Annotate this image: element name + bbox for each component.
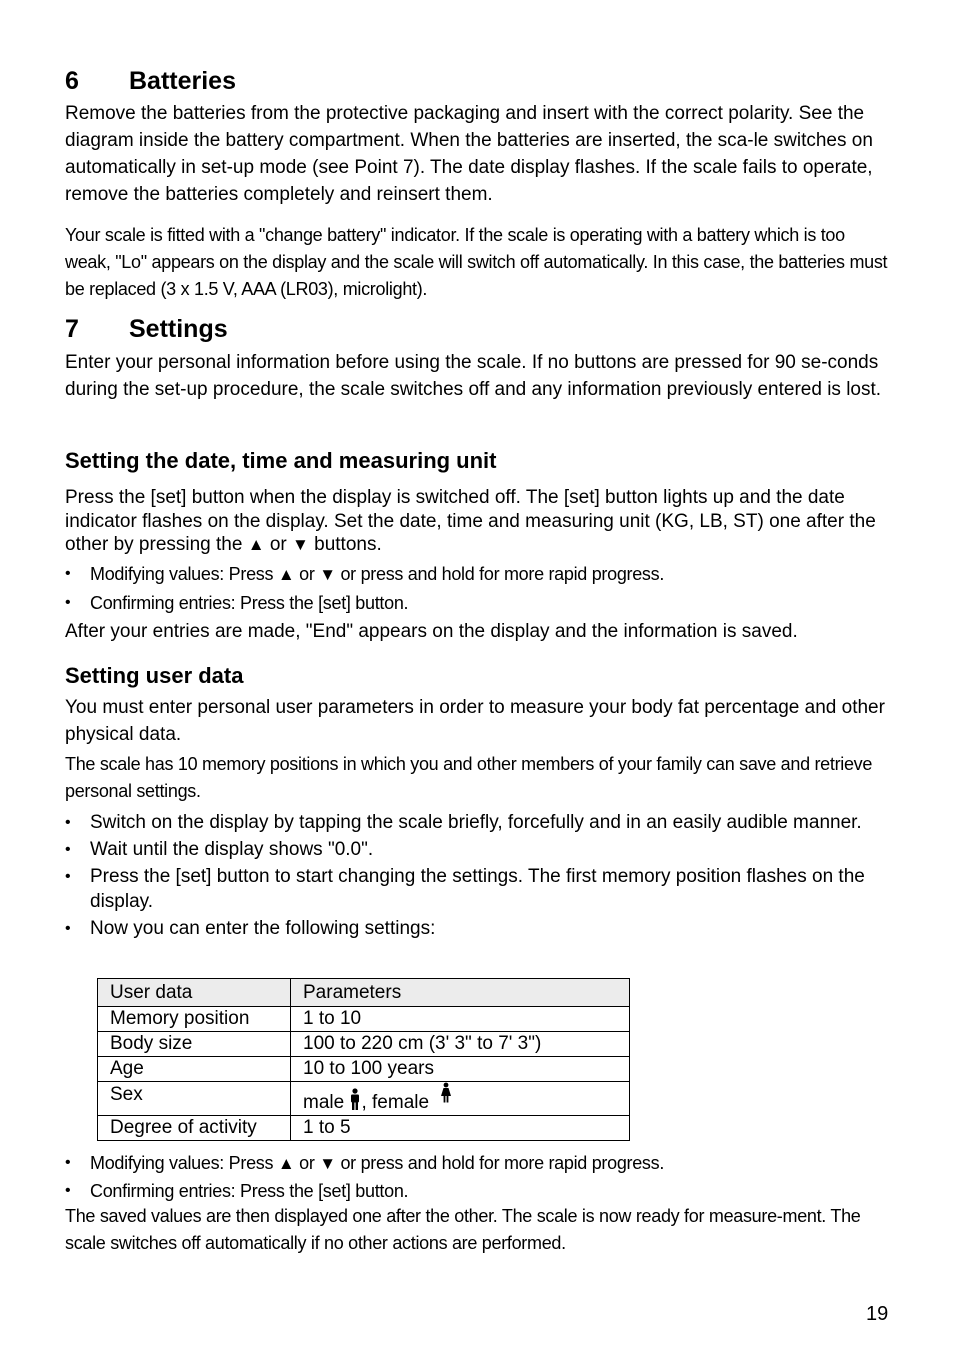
user-data-paragraph-1: You must enter personal user parameters in order to measure your body fat percentage and other physical data. [65,697,885,745]
down-arrow-icon: ▼ [292,535,309,554]
list-item: • Confirming entries: Press the [set] button. [65,589,890,617]
up-arrow-icon: ▲ [247,535,265,554]
down-arrow-icon: ▼ [319,1154,336,1173]
table-cell: 1 to 10 [291,1007,630,1032]
user-data-bullets [65,810,890,943]
section-title: Batteries [129,67,236,95]
table-cell: 1 to 5 [291,1116,630,1141]
list-item: • Now you can enter the following settings: [65,916,890,941]
section-6-heading [65,66,236,96]
list-item: • Press the [set] button to start changing the settings. The first memory position flashes on the display. [65,864,890,914]
table-cell-sex [291,1082,630,1116]
table-cell: 100 to 220 cm (3' 3" to 7' 3") [291,1032,630,1057]
page-number: 19 [866,1303,889,1325]
list-item: • Confirming entries: Press the [set] button. [65,1178,890,1204]
male-person-icon [349,1088,361,1110]
table-row [98,1057,630,1082]
table-cell: Body size [98,1032,291,1057]
batteries-paragraph-2: Your scale is fitted with a "change battery" indicator. If the scale is operating with a battery which is too weak, "Lo" appears on the display and the scale will switch off automatically. In this case, the batteries must be replaced (3 x 1.5 V, AAA (LR03), microlight). [65,225,888,299]
female-person-icon [440,1082,452,1104]
batteries-paragraph-1: Remove the batteries from the protective packaging and insert with the correct polarity. See the diagram inside the battery compartment. When the batteries are inserted, the sca-le switches on automatically in set-up mode (see Point 7). The date display flashes. If the scale fails to operate, remove the batteries completely and reinsert them. [65,103,873,205]
bullet-text: or press and hold for more rapid progress. [340,564,665,584]
female-label: , female [361,1092,430,1113]
date-time-heading: Setting the date, time and measuring unit [65,448,497,473]
date-para-text-end: buttons. [314,534,382,555]
or-text: or [299,564,315,584]
male-label: male [303,1092,345,1113]
closing-paragraph: The saved values are then displayed one after the other. The scale is now ready for measure-ment. The scale switches off automatically if no other actions are performed. [65,1206,861,1253]
table-row [98,1116,630,1141]
user-data-paragraph-2: The scale has 10 memory positions in which you and other members of your family can save and retrieve personal settings. [65,754,873,801]
list-item: • Switch on the display by tapping the scale briefly, forcefully and in an easily audible manner. [65,810,890,835]
table-row [98,1032,630,1057]
or-text: or [269,534,287,555]
list-item: • Wait until the display shows "0.0". [65,837,890,862]
table-header-cell: Parameters [291,979,630,1007]
section-7-heading [65,314,228,344]
table-cell: Sex [98,1082,291,1116]
user-settings-table [97,978,630,1141]
date-time-paragraph [65,486,890,557]
list-item [65,560,890,589]
user-after-bullets [65,1149,890,1204]
table-cell: Memory position [98,1007,291,1032]
section-number: 7 [65,315,79,343]
down-arrow-icon: ▼ [319,565,336,584]
settings-intro: Enter your personal information before using the scale. If no buttons are pressed for 90 se-conds during the set-up procedure, the scale switches off and any information previously entered is lost. [65,352,882,400]
or-text: or [299,1153,315,1173]
date-bullets [65,560,890,617]
up-arrow-icon: ▲ [277,565,295,584]
section-number: 6 [65,67,79,95]
list-item [65,1149,890,1178]
date-para-text: Press the [set] button when the display is switched off. The [set] button lights up and the date indicator flashes on the display. Set the date, time and measuring unit (KG, LB, ST) one after the other by pressing the [65,487,876,555]
table-row [98,1082,630,1116]
date-after-paragraph: After your entries are made, "End" appears on the display and the information is saved. [65,621,798,642]
table-cell: 10 to 100 years [291,1057,630,1082]
up-arrow-icon: ▲ [277,1154,295,1173]
table-header-row [98,979,630,1007]
bullet-text: Modifying values: Press [90,564,274,584]
table-row [98,1007,630,1032]
bullet-text: Modifying values: Press [90,1153,274,1173]
table-header-cell: User data [98,979,291,1007]
section-title: Settings [129,315,228,343]
bullet-text: or press and hold for more rapid progress. [340,1153,665,1173]
table-cell: Degree of activity [98,1116,291,1141]
user-data-heading: Setting user data [65,663,244,688]
table-cell: Age [98,1057,291,1082]
